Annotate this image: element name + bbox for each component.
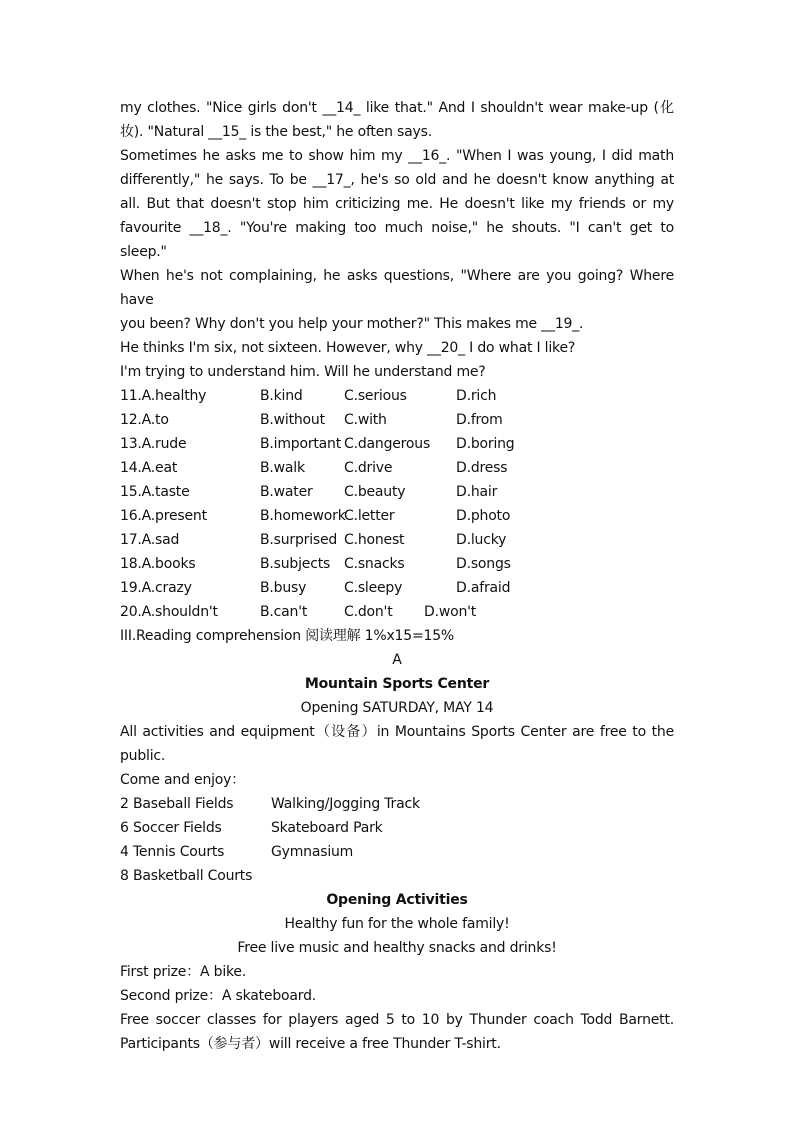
opening-date: Opening SATURDAY, MAY 14 [300, 700, 494, 716]
option-b: B.can't [260, 604, 308, 620]
facility-row [120, 840, 674, 864]
intro-text: All activities and equipment（设备）in Mountains Sports Center are free to the [120, 724, 674, 740]
option-row [120, 576, 674, 600]
option-c: C.dangerous [344, 436, 431, 452]
option-d: D.boring [456, 436, 515, 452]
option-row [120, 432, 674, 456]
facility-item: 8 Basketball Courts [120, 868, 253, 884]
option-b: B.water [260, 484, 313, 500]
option-c: C.letter [344, 508, 395, 524]
option-b: B.busy [260, 580, 307, 596]
option-c: C.drive [344, 460, 393, 476]
option-row [120, 552, 674, 576]
option-d: D.songs [456, 556, 511, 572]
soccer-classes: Free soccer classes for players aged 5 to 10 by Thunder coach Todd Barnett. [120, 1012, 674, 1028]
cloze-line: When he's not complaining, he asks questions, "Where are you going? Where have [120, 268, 674, 308]
option-row [120, 504, 674, 528]
option-a: 13.A.rude [120, 436, 187, 452]
option-a: 16.A.present [120, 508, 207, 524]
cloze-line: favourite __18_. "You're making too much noise," he shouts. "I can't get to sleep." [120, 220, 674, 260]
cloze-line: differently," he says. To be __17_, he's so old and he doesn't know anything at [120, 172, 674, 188]
option-d: D.dress [456, 460, 508, 476]
facilities-list [120, 792, 674, 888]
option-c: C.snacks [344, 556, 405, 572]
cloze-line: my clothes. "Nice girls don't __14_ like that." And I shouldn't wear make-up (化 [120, 100, 674, 116]
option-a: 20.A.shouldn't [120, 604, 218, 620]
option-d: D.from [456, 412, 503, 428]
option-c: C.don't [344, 604, 393, 620]
option-c: C.sleepy [344, 580, 403, 596]
second-prize: Second prize：A skateboard. [120, 988, 317, 1004]
option-b: B.important [260, 436, 342, 452]
facility-item: 2 Baseball Fields [120, 796, 234, 812]
option-row [120, 600, 674, 624]
option-a: 17.A.sad [120, 532, 180, 548]
cloze-line: Sometimes he asks me to show him my __16_. "When I was young, I did math [120, 148, 674, 164]
option-b: B.without [260, 412, 325, 428]
option-a: 19.A.crazy [120, 580, 192, 596]
option-row [120, 528, 674, 552]
option-d: D.lucky [456, 532, 507, 548]
option-row [120, 480, 674, 504]
facility-item: 4 Tennis Courts [120, 844, 225, 860]
option-a: 11.A.healthy [120, 388, 207, 404]
cloze-line: He thinks I'm six, not sixteen. However, why __20_ I do what I like? [120, 340, 576, 356]
facility-item: Skateboard Park [271, 820, 383, 836]
option-c: C.serious [344, 388, 407, 404]
cloze-line: 妆). "Natural __15_ is the best," he often says. [120, 124, 432, 140]
passage-label: A [392, 652, 402, 668]
option-a: 15.A.taste [120, 484, 190, 500]
option-d: D.afraid [456, 580, 511, 596]
facility-item: 6 Soccer Fields [120, 820, 222, 836]
option-c: C.with [344, 412, 387, 428]
exam-page [120, 96, 674, 1056]
option-row [120, 384, 674, 408]
option-b: B.kind [260, 388, 303, 404]
section-heading: III.Reading comprehension 阅读理解 1%x15=15% [120, 628, 455, 644]
option-d: D.photo [456, 508, 511, 524]
option-a: 14.A.eat [120, 460, 178, 476]
cloze-line: you been? Why don't you help your mother?" This makes me __19_. [120, 316, 584, 332]
option-d: D.hair [456, 484, 498, 500]
come-enjoy: Come and enjoy： [120, 772, 246, 788]
option-a: 12.A.to [120, 412, 169, 428]
cloze-line: I'm trying to understand him. Will he understand me? [120, 364, 486, 380]
option-d: D.won't [424, 604, 477, 620]
option-d: D.rich [456, 388, 497, 404]
cloze-options [120, 384, 674, 624]
option-b: B.homework [260, 508, 346, 524]
option-a: 18.A.books [120, 556, 196, 572]
option-row [120, 456, 674, 480]
facility-row [120, 792, 674, 816]
option-b: B.subjects [260, 556, 331, 572]
intro-text: public. [120, 748, 166, 764]
fun-line: Healthy fun for the whole family! [284, 916, 510, 932]
cloze-line: all. But that doesn't stop him criticizing me. He doesn't like my friends or my [120, 196, 674, 212]
option-b: B.surprised [260, 532, 338, 548]
facility-item: Gymnasium [271, 844, 354, 860]
activities-title: Opening Activities [326, 892, 468, 908]
option-row [120, 408, 674, 432]
facility-row [120, 864, 674, 888]
facility-item: Walking/Jogging Track [271, 796, 420, 812]
option-c: C.honest [344, 532, 405, 548]
music-line: Free live music and healthy snacks and drinks! [237, 940, 557, 956]
participants-note: Participants（参与者）will receive a free Thunder T-shirt. [120, 1036, 501, 1052]
passage-title: Mountain Sports Center [304, 676, 490, 692]
option-c: C.beauty [344, 484, 406, 500]
first-prize: First prize：A bike. [120, 964, 247, 980]
facility-row [120, 816, 674, 840]
option-b: B.walk [260, 460, 305, 476]
